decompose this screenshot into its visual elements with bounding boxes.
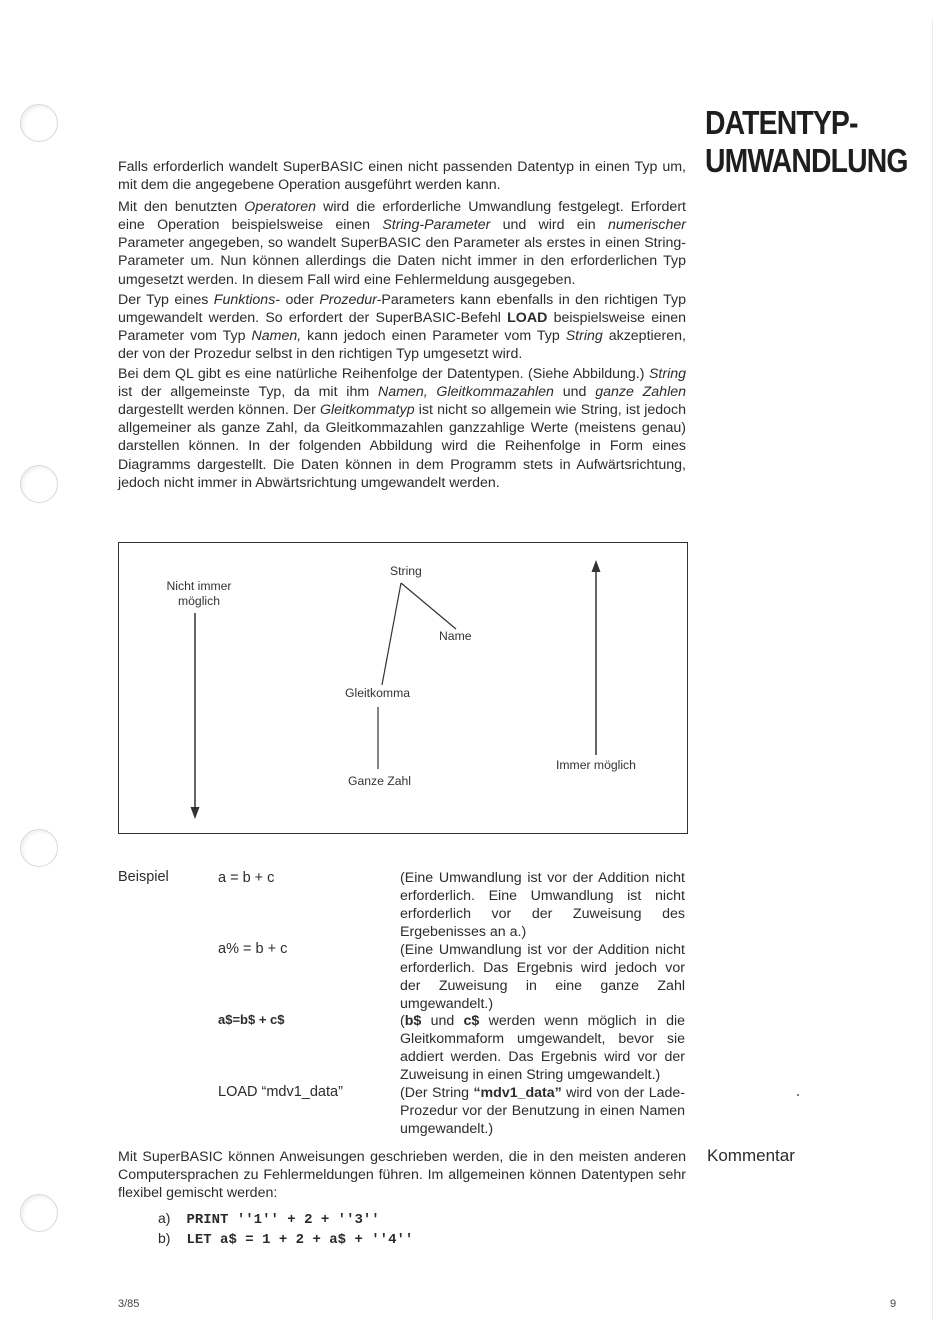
page-title-line1: DATENTYP- (705, 104, 858, 141)
node-int: Ganze Zahl (348, 774, 412, 788)
edge-string-float (382, 583, 401, 685)
italic-text: ganze Zahlen (595, 384, 687, 401)
example-note: (Eine Umwandlung ist vor der Addition nicht erforderlich. Eine Umwandlung ist nicht erforderlich vor der Zuweisung des Ergebenisses an a.) (400, 870, 685, 940)
example-note (400, 1084, 685, 1138)
text: akzeptieren, der von der Prozedur selbst in den richtigen Typ umgesetzt wird. (118, 327, 686, 362)
italic-text: Gleitkommatyp (319, 402, 415, 419)
body-text (118, 158, 686, 492)
example-note: (Eine Umwandlung ist vor der Addition nicht erforderlich. Das Ergebnis wird jedoch vor der Zuweisung in eine ganze Zahl umgewandelt.) (400, 942, 685, 1012)
edge-string-name (401, 583, 456, 629)
text: und (553, 384, 596, 401)
italic-text: Funktions- (213, 291, 281, 308)
italic-text: String-Parameter (382, 217, 491, 234)
text: Bei dem QL gibt es eine natürliche Reihenfolge der Datentypen. (Siehe Abbildung.) (118, 366, 649, 383)
code-marker: a) (158, 1210, 171, 1226)
node-float: Gleitkomma (345, 686, 411, 700)
comment-text: Mit SuperBASIC können Anweisungen geschrieben werden, die in den meisten anderen Computersprachen zu Fehlermeldungen führen. Im allgemeinen können Datentypen sehr flexibel gemischt werden: (118, 1149, 686, 1202)
paragraph (118, 291, 686, 363)
text: Der Typ eines (118, 291, 214, 308)
text: oder (280, 291, 320, 308)
text: und wird ein (490, 217, 608, 234)
node-name: Name (439, 629, 472, 643)
code-line (158, 1210, 380, 1228)
page-title (705, 104, 911, 180)
comment-heading: Kommentar (707, 1146, 795, 1165)
binder-hole (20, 829, 58, 867)
binder-hole (20, 1194, 58, 1232)
bold-keyword: “mdv1_data” (473, 1085, 562, 1101)
text: dargestellt werden können. Der (118, 402, 320, 419)
example-expression: a = b + c (218, 870, 275, 886)
bold-keyword: b$ (404, 1013, 422, 1029)
example-expression: a$=b$ + c$ (218, 1012, 285, 1027)
text: ist nicht so allgemein wie String, ist jedoch allgemeiner als ganze Zahl, da Gleitkommazahlen ganzzahlige Werte (meistens genau) darstellen können. In der folgenden Abbildung wird die Reihenfolge in Form eines Diagramms dargestellt. Die Daten können in dem Programm stets in Aufwärtsrichtung, jedoch nicht immer in Abwärtsrichtung umgewandelt werden. (118, 402, 687, 491)
italic-text: Prozedur- (319, 291, 382, 308)
italic-text: String (648, 366, 686, 383)
italic-text: numerischer (607, 217, 687, 234)
binder-hole (20, 104, 58, 142)
text: Parameter angegeben, so wandelt SuperBASIC den Parameter als erstes in einen String-Parameter um. Nun können allerdings die Daten nicht immer in den erforderlichen Typ umgesetzt werden. In diesem Fall wird eine Fehlermeldung ausgegeben. (118, 235, 686, 288)
text: ist der allgemeinste Typ, da mit ihm (118, 384, 378, 401)
text: Mit den benutzten (118, 199, 245, 216)
italic-text: Namen, Gleitkommazahlen (377, 384, 554, 401)
node-string: String (390, 564, 422, 578)
text: kann jedoch einen Parameter vom Typ (301, 327, 566, 344)
page-number: 9 (890, 1298, 897, 1310)
text: (Der String (400, 1085, 474, 1101)
page-edge (932, 20, 933, 1320)
italic-text: Operatoren (244, 199, 317, 216)
type-hierarchy-diagram (118, 542, 688, 834)
code-text: LET a$ = 1 + 2 + a$ + ''4'' (186, 1232, 414, 1248)
paragraph: Falls erforderlich wandelt SuperBASIC einen nicht passenden Datentyp in einen Typ um, mit dem die angegebene Operation ausgeführt werden kann. (118, 159, 686, 194)
bold-keyword: c$ (463, 1013, 480, 1029)
code-line (158, 1230, 413, 1248)
text: beispielsweise einen Parameter vom Typ (118, 309, 687, 344)
example-expression: LOAD “mdv1_data” (218, 1084, 343, 1100)
text: Parameters kann ebenfalls in den richtigen Typ umgewandelt werden. So erfordert der SuperBASIC-Befehl (118, 291, 687, 326)
examples-label: Beispiel (118, 869, 169, 885)
example-expression: a% = b + c (218, 941, 288, 957)
code-marker: b) (158, 1230, 171, 1246)
paragraph (118, 365, 686, 492)
bold-keyword: LOAD (507, 309, 548, 326)
text: wird von der Lade-Prozedur vor der Benutzung in einen Namen umgewandelt.) (400, 1085, 685, 1137)
text: werden wenn möglich in die Gleitkommaform umgewandelt, bevor sie addiert werden. Das Ergebnis wird vor der Zuweisung in einen String umgewandelt.) (400, 1013, 685, 1083)
label-not-always (163, 579, 235, 609)
text: und (421, 1013, 464, 1029)
label-line: möglich (178, 594, 220, 608)
footer-date: 3/85 (118, 1298, 140, 1310)
speck (797, 1094, 799, 1096)
label-always: Immer möglich (556, 758, 636, 772)
code-text: PRINT ''1'' + 2 + ''3'' (186, 1212, 380, 1228)
text: wird die erforderliche Umwandlung festgelegt. Erfordert eine Operation beispielsweise einen (118, 199, 686, 234)
italic-text: Namen, (251, 327, 302, 344)
binder-hole (20, 465, 58, 503)
page-title-line2: UMWANDLUNG (705, 142, 908, 179)
paragraph (118, 198, 686, 288)
label-line: Nicht immer (166, 579, 232, 593)
italic-text: String (565, 327, 603, 344)
example-note: (b$ und c$ werden wenn möglich in die Gleitkommaform umgewandelt, bevor sie addiert werden. Das Ergebnis wird vor der Zuweisung in einen String umgewandelt.) (400, 1013, 685, 1083)
